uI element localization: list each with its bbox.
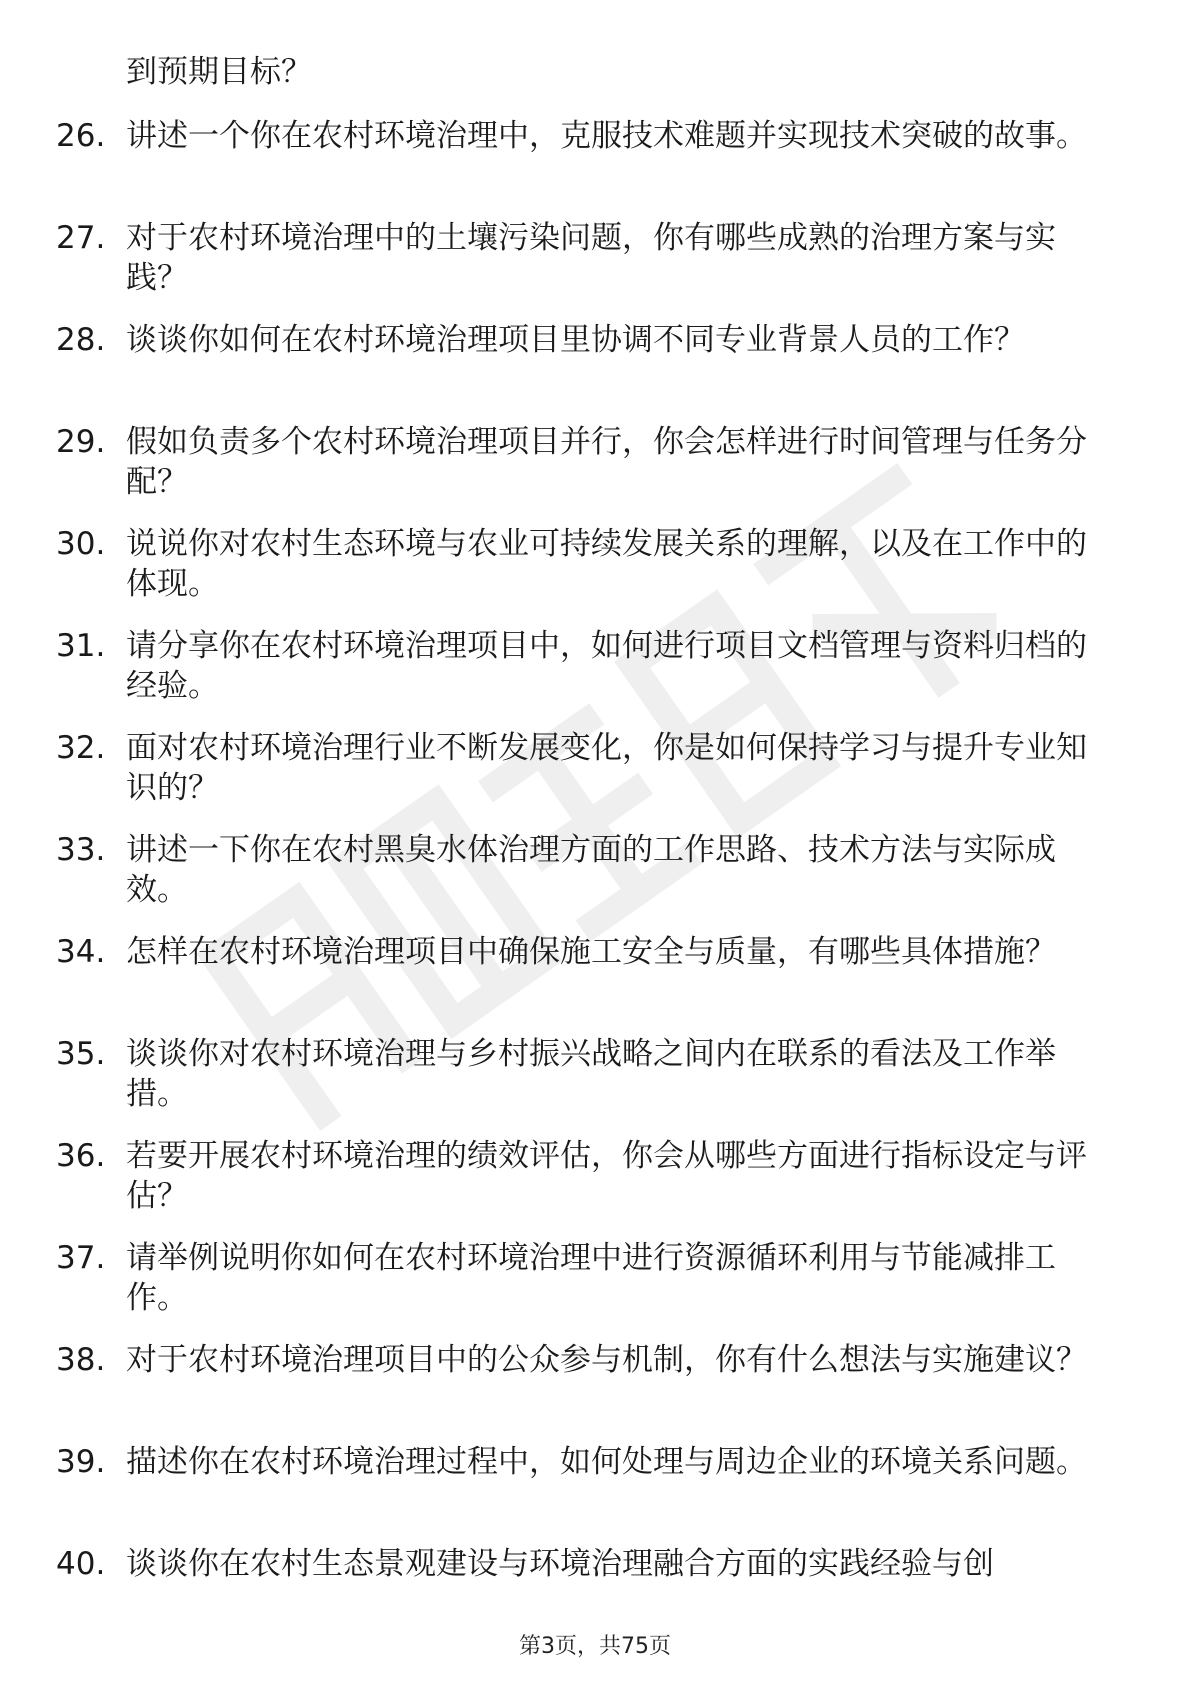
list-item [56,626,1116,728]
question-number: 37. [56,1240,106,1276]
list-item [56,1544,1116,1646]
list-item [56,728,1116,830]
list-item [56,1136,1116,1238]
list-item [56,524,1116,626]
list-item [56,218,1116,320]
question-number: 31. [56,628,106,664]
list-item [56,932,1116,1034]
question-text: 请举例说明你如何在农村环境治理中进行资源循环利用与节能减排工作。 [126,1240,1056,1316]
list-item [56,1340,1116,1442]
list-item [56,1034,1116,1136]
question-number: 36. [56,1138,106,1174]
question-number: 40. [56,1546,106,1582]
question-text: 谈谈你在农村生态景观建设与环境治理融合方面的实践经验与创 [126,1546,994,1582]
list-item [56,116,1116,218]
question-text: 对于农村环境治理中的土壤污染问题，你有哪些成熟的治理方案与实践？ [126,220,1056,296]
question-text: 谈谈你对农村环境治理与乡村振兴战略之间内在联系的看法及工作举措。 [126,1036,1056,1112]
list-item [56,320,1116,422]
question-number: 34. [56,934,106,970]
question-number: 35. [56,1036,106,1072]
question-number: 30. [56,526,106,562]
question-text: 假如负责多个农村环境治理项目并行，你会怎样进行时间管理与任务分配？ [126,424,1087,500]
list-item [56,1442,1116,1544]
question-text: 对于农村环境治理项目中的公众参与机制，你有什么想法与实施建议？ [126,1342,1087,1378]
question-number: 33. [56,832,106,868]
question-number: 28. [56,322,106,358]
question-number: 29. [56,424,106,460]
question-text: 讲述一下你在农村黑臭水体治理方面的工作思路、技术方法与实际成效。 [126,832,1056,908]
list-item [56,1238,1116,1340]
question-list [56,116,1116,1646]
question-text: 谈谈你如何在农村环境治理项目里协调不同专业背景人员的工作？ [126,322,1025,358]
question-text: 怎样在农村环境治理项目中确保施工安全与质量，有哪些具体措施？ [126,934,1056,970]
question-text: 描述你在农村环境治理过程中，如何处理与周边企业的环境关系问题。 [126,1444,1087,1480]
question-text: 面对农村环境治理行业不断发展变化，你是如何保持学习与提升专业知识的？ [126,730,1087,806]
question-number: 39. [56,1444,106,1480]
page-footer: 第3页，共75页 [519,1634,671,1659]
question-number: 38. [56,1342,106,1378]
question-number: 27. [56,220,106,256]
question-text: 请分享你在农村环境治理项目中，如何进行项目文档管理与资料归档的经验。 [126,628,1087,704]
question-number: 32. [56,730,106,766]
continuation-text: 到预期目标？ [126,54,312,90]
question-number: 26. [56,118,106,154]
question-text: 说说你对农村生态环境与农业可持续发展关系的理解，以及在工作中的体现。 [126,526,1087,602]
list-item [56,422,1116,524]
question-text: 若要开展农村环境治理的绩效评估，你会从哪些方面进行指标设定与评估？ [126,1138,1087,1214]
question-text: 讲述一个你在农村环境治理中，克服技术难题并实现技术突破的故事。 [126,118,1087,154]
list-item [56,830,1116,932]
